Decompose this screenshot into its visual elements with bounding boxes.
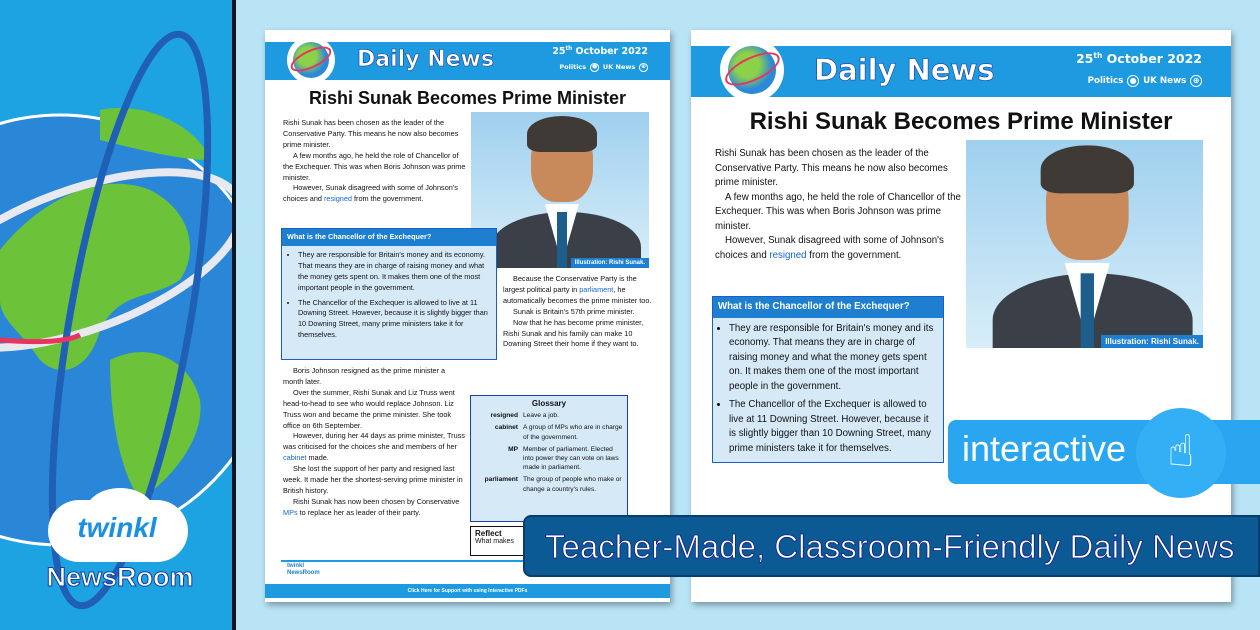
- uk-news-icon: ⊕: [641, 64, 647, 70]
- glossary-row: parliament The group of people who make or change a country's rules.: [484, 476, 622, 493]
- glossary-row: resigned Leave a job.: [490, 412, 559, 420]
- paragraph: Sunak is Britain's 57th prime minister.: [513, 306, 635, 316]
- headline: Rishi Sunak Becomes Prime Minister: [749, 108, 1173, 135]
- chancellor-info-box: [712, 296, 944, 463]
- divider: [232, 0, 236, 630]
- issue-date: 25th October 2022: [1075, 51, 1202, 67]
- masthead-title: Daily News: [814, 53, 995, 87]
- tap-hand-icon: ☝: [1136, 408, 1226, 498]
- paragraph: However, Sunak disagreed with some of Johnson's choices and resigned from the government.: [283, 183, 458, 204]
- glossary-link-resigned[interactable]: resigned: [769, 249, 807, 261]
- topic-tags: [1088, 75, 1202, 87]
- paragraph: She lost the support of her party and resigned last week. It made her the shortest-serving prime minister in British history.: [283, 464, 463, 495]
- tag-uk-news[interactable]: UK News: [602, 63, 636, 72]
- image-caption: Illustration: Rishi Sunak.: [571, 258, 649, 268]
- masthead-title: Daily News: [357, 47, 494, 72]
- glossary-row: MP Member of parliament. Elected into power they can vote on laws made in parliament.: [508, 445, 619, 472]
- paragraph: Now that he has become prime minister, Rishi Sunak and his family can make 10 Downing Street their home if they want to.: [503, 317, 644, 349]
- paragraph: Over the summer, Rishi Sunak and Liz Truss went head-to-head to see who would replace Johnson. Liz Truss won and became the prime minister. She took office on 6th September.: [283, 387, 455, 430]
- support-link-bar[interactable]: Click Here for Support with using Interactive PDFs: [265, 584, 670, 598]
- paragraph: However, Sunak disagreed with some of Johnson's choices and resigned from the government.: [715, 235, 944, 261]
- glossary-link-mps[interactable]: MPs: [283, 507, 298, 517]
- intro-text: [283, 118, 469, 205]
- rishi-sunak-illustration: [471, 112, 649, 268]
- paragraph: A few months ago, he held the role of Chancellor of the Exchequer. This was when Boris Johnson was prime minister.: [715, 191, 961, 232]
- info-bullet: • The Chancellor of the Exchequer is allowed to live at 11 Downing Street. However, because it is slightly bigger than 10 Downing Street, many prime ministers take it for themselves.: [729, 398, 937, 456]
- interactive-badge: [948, 420, 1260, 484]
- paragraph: However, during her 44 days as prime minister, Truss was criticised for the choices she and members of her cabinet made.: [283, 431, 465, 463]
- chancellor-info-box: [281, 228, 497, 360]
- tag-politics[interactable]: Politics: [559, 63, 587, 72]
- headline: Rishi Sunak Becomes Prime Minister: [308, 88, 627, 108]
- issue-date: 25th October 2022: [552, 46, 648, 58]
- globe-logo-icon: [287, 36, 335, 84]
- reflect-box[interactable]: Reflect What makes: [470, 526, 620, 556]
- tag-politics[interactable]: Politics: [1087, 75, 1124, 86]
- glossary-link-cabinet[interactable]: cabinet: [283, 453, 307, 463]
- rishi-sunak-illustration: [966, 140, 1203, 348]
- right-column-text: [503, 274, 653, 350]
- tagline-banner: [523, 515, 1260, 577]
- politics-icon: ●: [591, 64, 598, 70]
- hero-panel: [0, 0, 232, 630]
- politics-icon: ●: [1127, 75, 1139, 87]
- glossary-box: [470, 395, 628, 522]
- intro-text: [715, 147, 961, 263]
- info-box-title: What is the Chancellor of the Exchequer?: [713, 297, 943, 318]
- footer-logo: twinkl NewsRoom: [287, 563, 320, 576]
- paragraph: A few months ago, he held the role of Chancellor of the Exchequer. This was when Boris Johnson was prime minister.: [283, 150, 466, 182]
- logo-twinkl-text: twinkl: [77, 512, 157, 543]
- tagline-text: Teacher-Made, Classroom-Friendly Daily News: [545, 528, 1235, 565]
- globe-logo-icon: [720, 38, 784, 102]
- twinkl-newsroom-logo: [30, 500, 210, 600]
- info-box-title: What is the Chancellor of the Exchequer?: [282, 229, 496, 246]
- paragraph: Boris Johnson resigned as the prime minister a month later.: [283, 366, 446, 386]
- lower-left-text: [283, 366, 465, 519]
- paragraph: Rishi Sunak has been chosen as the leader of the Conservative Party. This means he now also becomes prime minister.: [283, 118, 459, 149]
- glossary-link-parliament[interactable]: parliament: [579, 284, 614, 294]
- logo-newsroom-text: NewsRoom: [46, 562, 194, 592]
- paragraph: Because the Conservative Party is the largest political party in parliament, he automatically becomes the prime minister too.: [503, 274, 652, 305]
- glossary-title: Glossary: [531, 399, 567, 408]
- image-caption: Illustration: Rishi Sunak.: [1101, 335, 1203, 348]
- uk-news-icon: ⊕: [1190, 75, 1202, 87]
- glossary-row: cabinet A group of MPs who are in charge of the government.: [494, 424, 623, 441]
- info-bullet: • They are responsible for Britain's money and its economy. That means they are in charge of raising money and what the money gets spent on. It makes them one of the most important people in the government.: [729, 322, 937, 395]
- tag-uk-news[interactable]: UK News: [1143, 75, 1187, 86]
- topic-tags: [559, 63, 648, 72]
- info-bullet: • The Chancellor of the Exchequer is allowed to live at 11 Downing Street. However, because it is slightly bigger than 10 Downing Street, many prime ministers take it for themselves.: [298, 298, 490, 342]
- info-bullet: • They are responsible for Britain's money and its economy. That means they are in charge of raising money and what the money gets spent on. It makes them one of the most important people in the government.: [298, 250, 490, 294]
- paragraph: Rishi Sunak has now been chosen by Conservative MPs to replace her as leader of their party.: [283, 496, 460, 517]
- interactive-label: interactive: [962, 428, 1127, 469]
- glossary-link-resigned[interactable]: resigned: [323, 194, 352, 204]
- paragraph: Rishi Sunak has been chosen as the leader of the Conservative Party. This means he now also becomes prime minister.: [715, 148, 948, 188]
